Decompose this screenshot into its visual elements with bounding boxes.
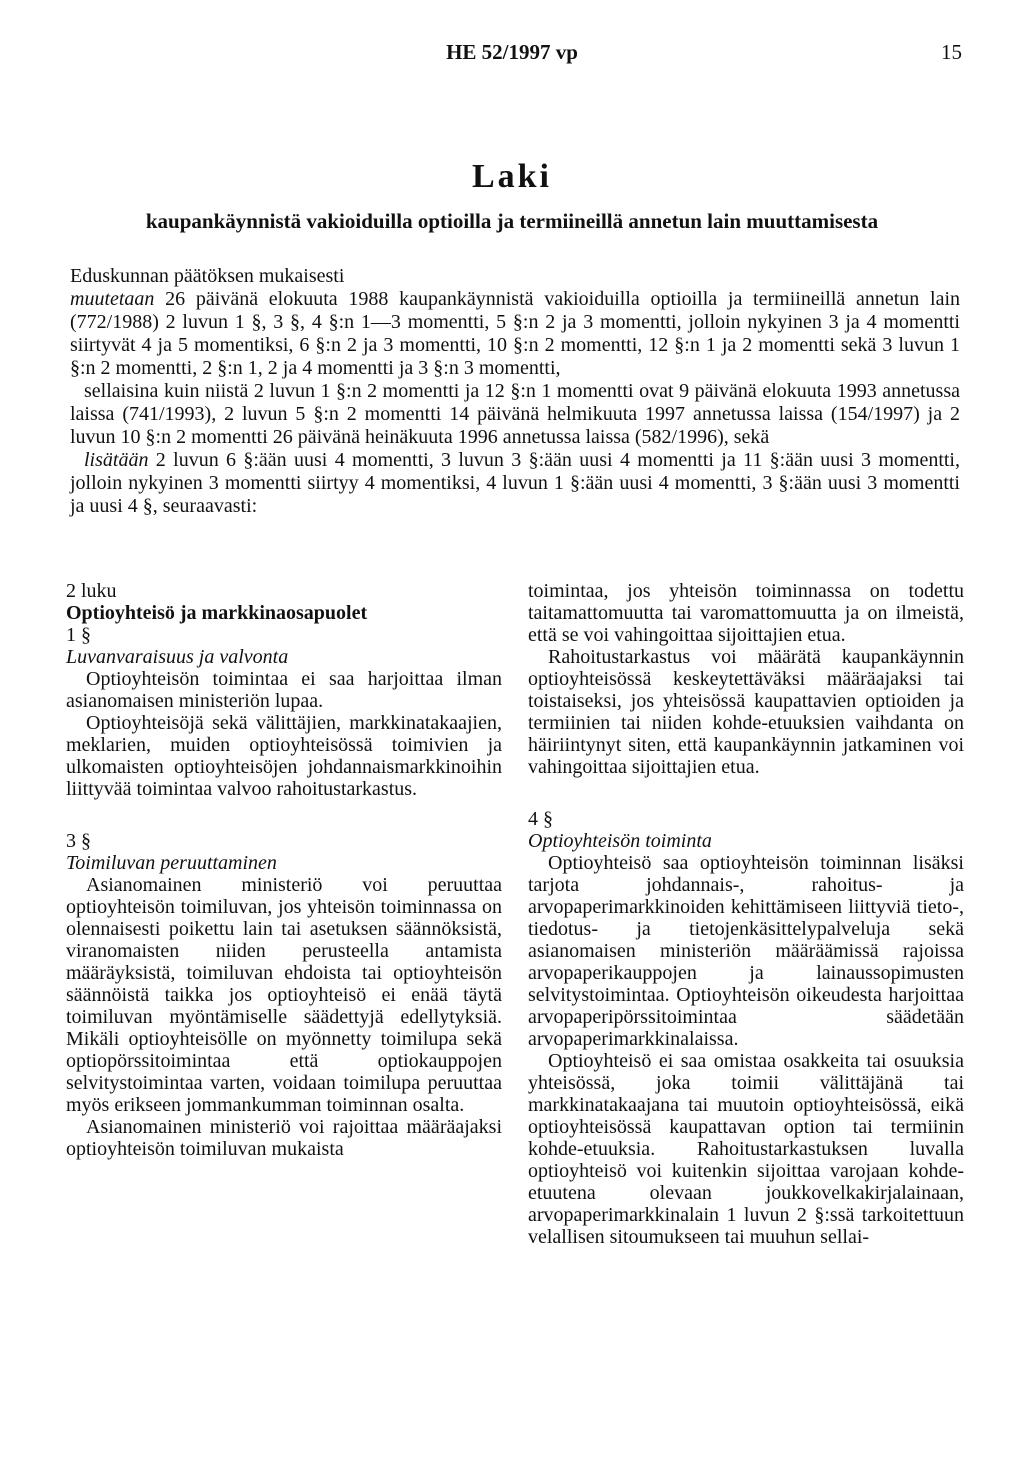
amend-text: 26 päivänä elokuuta 1988 kaupankäynnistä vakioiduilla optioilla ja termiineillä annetun lain (772/1988) 2 luvun 1 §, 3 §, 4 §:n 1—3 momentti, 5 §:n 2 ja 3 momentti, jolloin nykyinen 3 ja 4 momentti siirtyvät 4 ja 5 momentiksi, 6 §:n 2 ja 3 momentti, 10 §:n 2 momentti, 12 §:n 1 ja 2 momentti sekä 3 luvun 1 §:n 2 momentti, 2 §:n 1, 2 ja 4 momentti ja 3 §:n 3 momentti, <box>70 288 960 379</box>
amend-keyword: muutetaan <box>70 288 155 310</box>
section-1-number: 1 § <box>66 624 91 646</box>
as-amended-paragraph: sellaisina kuin niistä 2 luvun 1 §:n 2 momentti ja 12 §:n 1 momentti ovat 9 päivänä elokuuta 1993 annetussa laissa (741/1993), 2 luvun 5 §:n 2 momentti 14 päivänä helmikuuta 1997 annetussa laissa (154/1997) ja 2 luvun 10 §:n 2 momentti 26 päivänä heinäkuuta 1996 annetussa laissa (582/1996), sekä <box>70 380 960 448</box>
section-4-number: 4 § <box>528 808 553 830</box>
section-4-paragraph-2: Optioyhteisö ei saa omistaa osakkeita tai osuuksia yhteisössä, joka toimii välittäjänä tai markkinatakaajana tai muutoin optioyhteisössä, eikä optioyhteisössä kaupattavan option tai termiinin kohde-etuuksia. Rahoitustarkastuksen luvalla optioyhteisö voi kuitenkin sijoittaa varojaan kohde-etuutena olevaan joukkovelkakirjalainaan, arvopaperimarkkinalain 1 luvun 2 §:ssä tarkoitettuun velallisen sitoumukseen tai muuhun sellai- <box>528 1050 964 1248</box>
add-keyword: lisätään <box>84 449 149 471</box>
continued-paragraph: toimintaa, jos yhteisön toiminnassa on todettu taitamattomuutta tai varomattomuutta ja on ilmeistä, että se voi vahingoittaa sijoittajien etua. <box>528 580 964 646</box>
intro-line: Eduskunnan päätöksen mukaisesti <box>70 265 345 287</box>
section-3-paragraph-1: Asianomainen ministeriö voi peruuttaa optioyhteisön toimiluvan, jos yhteisön toiminnassa on olennaisesti poikettu lain tai asetuksen säännöksistä, viranomaisten niiden perusteella antamista määräyksistä, toimiluvan ehdoista tai optioyhteisön säännöistä taikka jos optioyhteisö ei enää täytä toimiluvan myöntämiselle säädettyjä edellytyksiä. Mikäli optioyhteisölle on myönnetty toimilupa sekä optiopörssitoimintaa että optiokauppojen selvitystoimintaa varten, voidaan toimilupa peruuttaa myös erikseen jommankumman toiminnan osalta. <box>66 874 502 1116</box>
section-1-title: Luvanvaraisuus ja valvonta <box>66 646 289 668</box>
add-text: 2 luvun 6 §:ään uusi 4 momentti, 3 luvun 3 §:ään uusi 4 momentti ja 11 §:ään uusi 3 momentti, jolloin nykyinen 3 momentti siirtyy 4 momentiksi, 4 luvun 1 §:ään uusi 4 momentti, 3 §:ään uusi 3 momentti ja uusi 4 §, seuraavasti: <box>70 449 960 517</box>
left-column <box>66 580 502 1160</box>
section-3-paragraph-2: Asianomainen ministeriö voi rajoittaa määräajaksi optioyhteisön toimiluvan mukaista <box>66 1116 502 1160</box>
page-number: 15 <box>941 40 962 64</box>
section-4-title: Optioyhteisön toiminta <box>528 830 712 852</box>
amend-paragraph <box>70 288 960 380</box>
law-subtitle: kaupankäynnistä vakioiduilla optioilla ja termiineillä annetun lain muuttamisesta <box>145 209 879 233</box>
section-3-title: Toimiluvan peruuttaminen <box>66 852 277 874</box>
section-1-paragraph-2: Optioyhteisöjä sekä välittäjien, markkinatakaajien, meklarien, muiden optioyhteisössä toimivien ja ulkomaisten optioyhteisöjen johdannaismarkkinoihin liittyvää toimintaa valvoo rahoitustarkastus. <box>66 712 502 800</box>
document-id: HE 52/1997 vp <box>446 40 578 64</box>
add-paragraph <box>70 449 960 518</box>
chapter-number: 2 luku <box>66 580 117 602</box>
section-3-paragraph-3: Rahoitustarkastus voi määrätä kaupankäynnin optioyhteisössä keskeytettäväksi määräajaksi tai toistaiseksi, jos yhteisössä kaupattavien optioiden ja termiinien tai niiden kohde-etuuksien vaihdanta on häiriintynyt siten, että kaupankäynnin jatkaminen voi vahingoittaa sijoittajien etua. <box>528 646 964 778</box>
chapter-title: Optioyhteisö ja markkinaosapuolet <box>66 602 368 624</box>
section-4-paragraph-1: Optioyhteisö saa optioyhteisön toiminnan lisäksi tarjota johdannais-, rahoitus- ja arvopaperimarkkinoiden kehittämiseen liittyviä tieto-, tiedotus- ja tietojenkäsittelypalveluja sekä asianomaisen ministeriön määräämissä rajoissa arvopaperikauppojen ja lainaussopimusten selvitystoimintaa. Optioyhteisön oikeudesta harjoittaa arvopaperipörssitoimintaa säädetään arvopaperimarkkinalaissa. <box>528 852 964 1050</box>
law-title: Laki <box>471 158 553 195</box>
section-1-paragraph-1: Optioyhteisön toimintaa ei saa harjoittaa ilman asianomaisen ministeriön lupaa. <box>66 668 502 712</box>
right-column <box>528 580 964 1248</box>
enactment-clause <box>70 265 960 518</box>
section-3-number: 3 § <box>66 830 91 852</box>
